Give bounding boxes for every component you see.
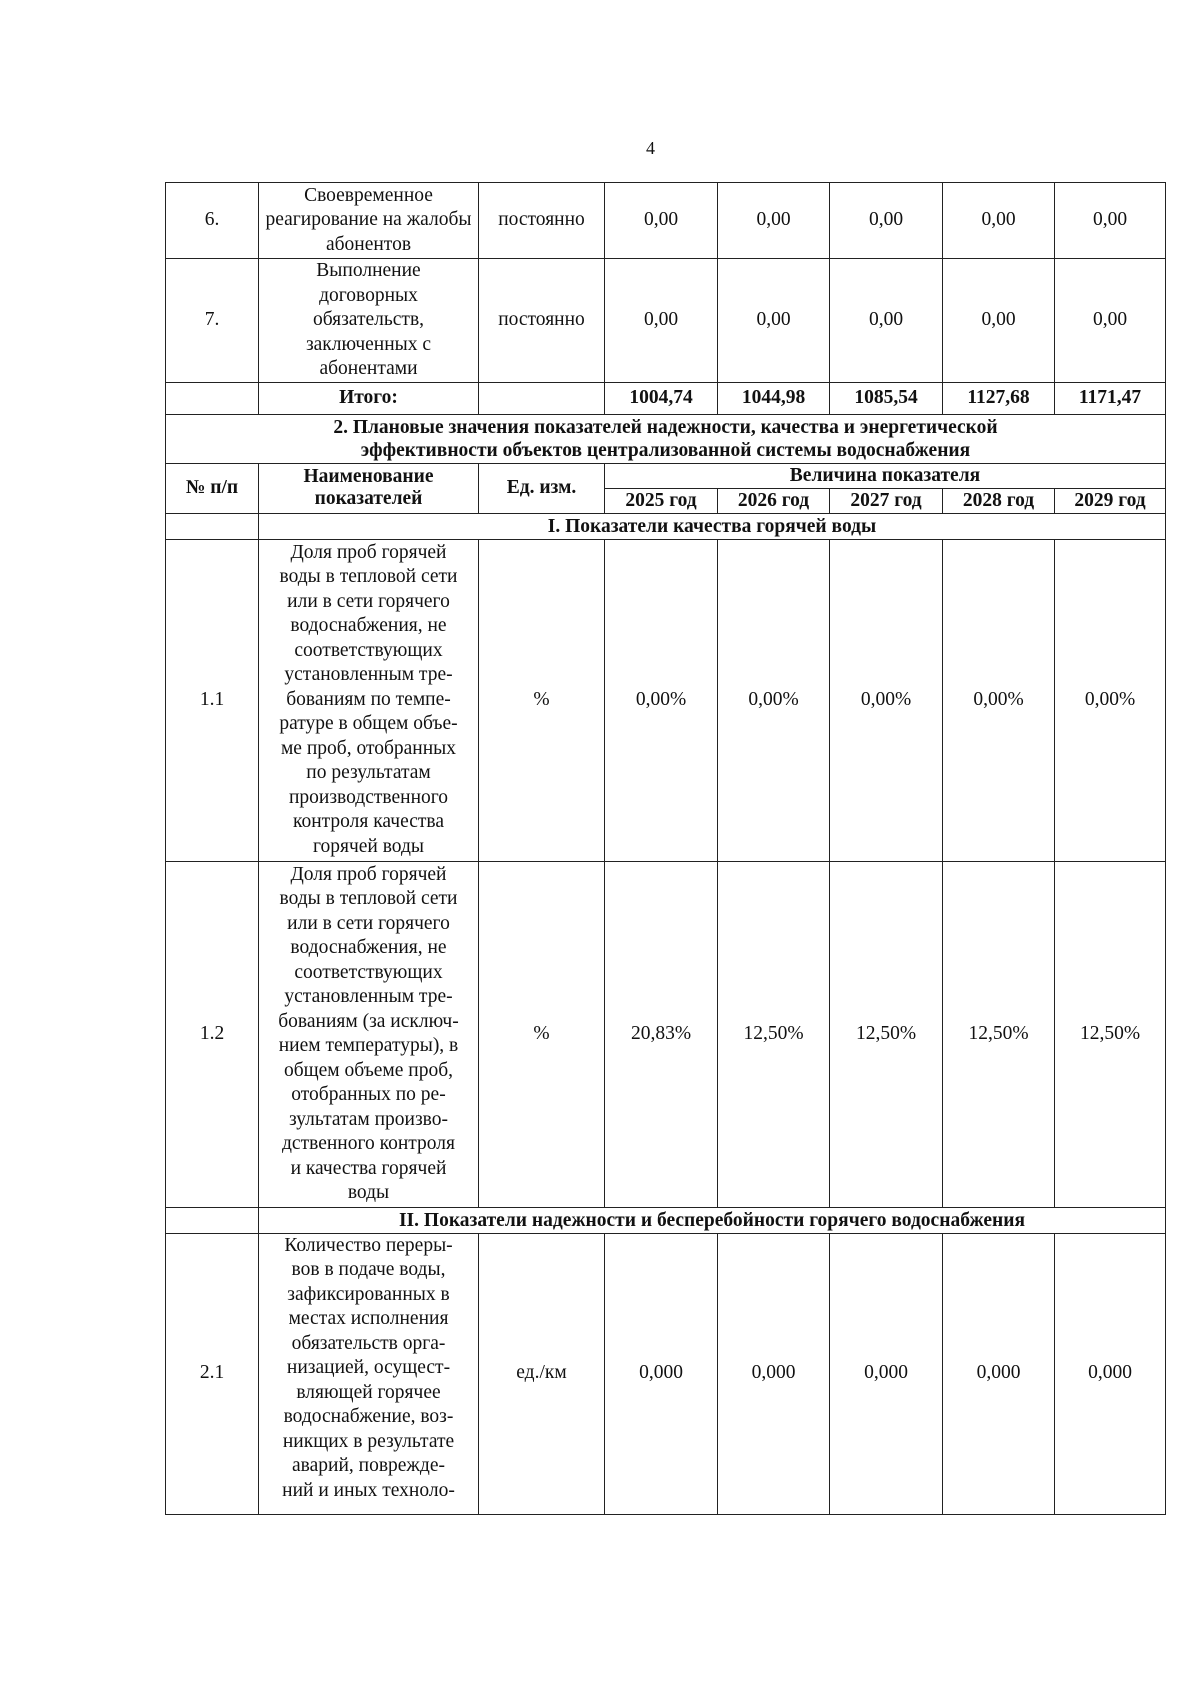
value-cell: 0,00 <box>605 183 718 259</box>
name-line: водоснабжения, не <box>290 937 447 958</box>
section-title <box>166 414 1166 463</box>
name-line: бованиям (за исключ- <box>278 1010 459 1032</box>
name-line: контроля качества <box>292 811 445 833</box>
name-line: воды <box>347 1182 390 1203</box>
table-row <box>166 259 1166 383</box>
empty-cell <box>166 382 259 414</box>
empty-cell <box>166 1207 259 1233</box>
name-line: зафиксированных в <box>287 1283 450 1305</box>
value-cell: 0,00 <box>830 259 943 383</box>
name-line: водоснабжение, воз- <box>283 1406 454 1427</box>
name-line: и качества горячей <box>290 1157 447 1179</box>
value-cell: 12,50% <box>830 861 943 1207</box>
name-line: соответствующих <box>294 639 443 661</box>
header-value-group: Величина показателя <box>605 463 1166 488</box>
name-line: никщих в результате <box>282 1430 455 1452</box>
indicators-table <box>165 182 1166 1515</box>
name-line: Доля проб горячей <box>290 541 447 563</box>
table-row <box>166 861 1166 1207</box>
name-line: ме проб, отобранных <box>280 737 457 759</box>
header-name <box>259 463 479 513</box>
value-cell: 12,50% <box>718 861 830 1207</box>
group-title: II. Показатели надежности и бесперебойности горячего водоснабжения <box>259 1207 1166 1233</box>
value-cell: 0,00% <box>605 539 718 861</box>
header-year: 2026 год <box>718 488 830 513</box>
name-line: вляющей горячее <box>296 1381 441 1403</box>
group-title: I. Показатели качества горячей воды <box>259 513 1166 539</box>
value-cell: 0,000 <box>943 1233 1055 1514</box>
page-number: 4 <box>646 138 655 158</box>
total-value: 1004,74 <box>605 382 718 414</box>
unit-cell: постоянно <box>479 259 605 383</box>
value-cell: 0,00 <box>943 259 1055 383</box>
name-line: отобранных по ре- <box>291 1084 446 1105</box>
value-cell: 0,00% <box>1055 539 1166 861</box>
name-line: зультатам произво- <box>289 1108 448 1130</box>
value-cell: 0,00 <box>718 183 830 259</box>
header-year: 2028 год <box>943 488 1055 513</box>
row-number: 6. <box>166 183 259 259</box>
name-line: производственного <box>288 786 449 808</box>
name-line: аварий, поврежде- <box>292 1455 445 1476</box>
total-row <box>166 382 1166 414</box>
unit-cell: % <box>479 861 605 1207</box>
name-line: воды в тепловой сети <box>279 566 458 588</box>
name-line: или в сети горячего <box>287 590 450 612</box>
name-line: воды в тепловой сети <box>279 888 458 909</box>
header-year: 2025 год <box>605 488 718 513</box>
value-cell: 0,00 <box>605 259 718 383</box>
total-value: 1085,54 <box>830 382 943 414</box>
value-cell: 0,000 <box>830 1233 943 1514</box>
unit-cell: ед./км <box>479 1233 605 1514</box>
name-line: дственного контроля <box>282 1133 455 1154</box>
header-unit: Ед. изм. <box>479 463 605 513</box>
header-num: № п/п <box>166 463 259 513</box>
name-line: установленным тре- <box>284 664 453 686</box>
indicator-name: Своевременное реагирование на жалобы абонентов <box>259 183 479 259</box>
value-cell: 0,000 <box>718 1233 830 1514</box>
name-line: или в сети горячего <box>287 912 450 934</box>
header-year: 2027 год <box>830 488 943 513</box>
name-line: ний и иных техноло- <box>282 1479 455 1501</box>
name-line: вов в подаче воды, <box>291 1259 446 1280</box>
name-line: соответствующих <box>294 961 443 983</box>
row-number: 2.1 <box>166 1233 259 1514</box>
row-number: 1.2 <box>166 861 259 1207</box>
indicator-name: Выполнение договорных обязательств, заключенных с абонентами <box>259 259 479 383</box>
name-line: ратуре в общем объе- <box>279 713 458 735</box>
row-number: 7. <box>166 259 259 383</box>
value-cell: 12,50% <box>943 861 1055 1207</box>
name-line: местах исполнения <box>288 1308 449 1329</box>
empty-cell <box>479 382 605 414</box>
table-row <box>166 183 1166 259</box>
header-year: 2029 год <box>1055 488 1166 513</box>
group-title-row <box>166 513 1166 539</box>
name-line: бованиям по темпе- <box>286 688 451 710</box>
total-value: 1171,47 <box>1055 382 1166 414</box>
name-line: низацией, осущест- <box>286 1357 451 1378</box>
total-value: 1127,68 <box>943 382 1055 414</box>
value-cell: 0,000 <box>605 1233 718 1514</box>
indicator-name <box>259 861 479 1207</box>
name-line: нием температуры), в <box>278 1035 459 1056</box>
name-line: горячей воды <box>312 835 425 857</box>
name-line: установленным тре- <box>284 986 453 1007</box>
name-line: по результатам <box>306 762 431 784</box>
header-name-line: Наименование <box>303 466 434 487</box>
section-title-row <box>166 414 1166 463</box>
name-line: общем объеме проб, <box>283 1059 454 1081</box>
table-row <box>166 539 1166 861</box>
row-number: 1.1 <box>166 539 259 861</box>
empty-cell <box>166 513 259 539</box>
unit-cell: % <box>479 539 605 861</box>
value-cell: 12,50% <box>1055 861 1166 1207</box>
name-line: водоснабжения, не <box>290 615 447 637</box>
value-cell: 0,00% <box>830 539 943 861</box>
total-value: 1044,98 <box>718 382 830 414</box>
header-name-line: показателей <box>314 488 423 509</box>
unit-cell: постоянно <box>479 183 605 259</box>
value-cell: 0,00 <box>1055 259 1166 383</box>
value-cell: 0,00% <box>718 539 830 861</box>
value-cell: 0,00 <box>943 183 1055 259</box>
section-title-line: 2. Плановые значения показателей надежности, качества и энергетической <box>333 416 998 438</box>
header-row <box>166 463 1166 488</box>
section-title-line: эффективности объектов централизованной системы водоснабжения <box>360 439 971 461</box>
name-line: Доля проб горячей <box>290 863 447 885</box>
value-cell: 0,000 <box>1055 1233 1166 1514</box>
value-cell: 0,00 <box>830 183 943 259</box>
value-cell: 0,00 <box>1055 183 1166 259</box>
name-line: Количество переры- <box>284 1234 453 1256</box>
indicator-name <box>259 1233 479 1514</box>
table-row <box>166 1233 1166 1514</box>
value-cell: 0,00% <box>943 539 1055 861</box>
name-line: обязательств орга- <box>291 1332 446 1354</box>
value-cell: 20,83% <box>605 861 718 1207</box>
indicator-name <box>259 539 479 861</box>
group-title-row <box>166 1207 1166 1233</box>
value-cell: 0,00 <box>718 259 830 383</box>
total-label: Итого: <box>259 382 479 414</box>
